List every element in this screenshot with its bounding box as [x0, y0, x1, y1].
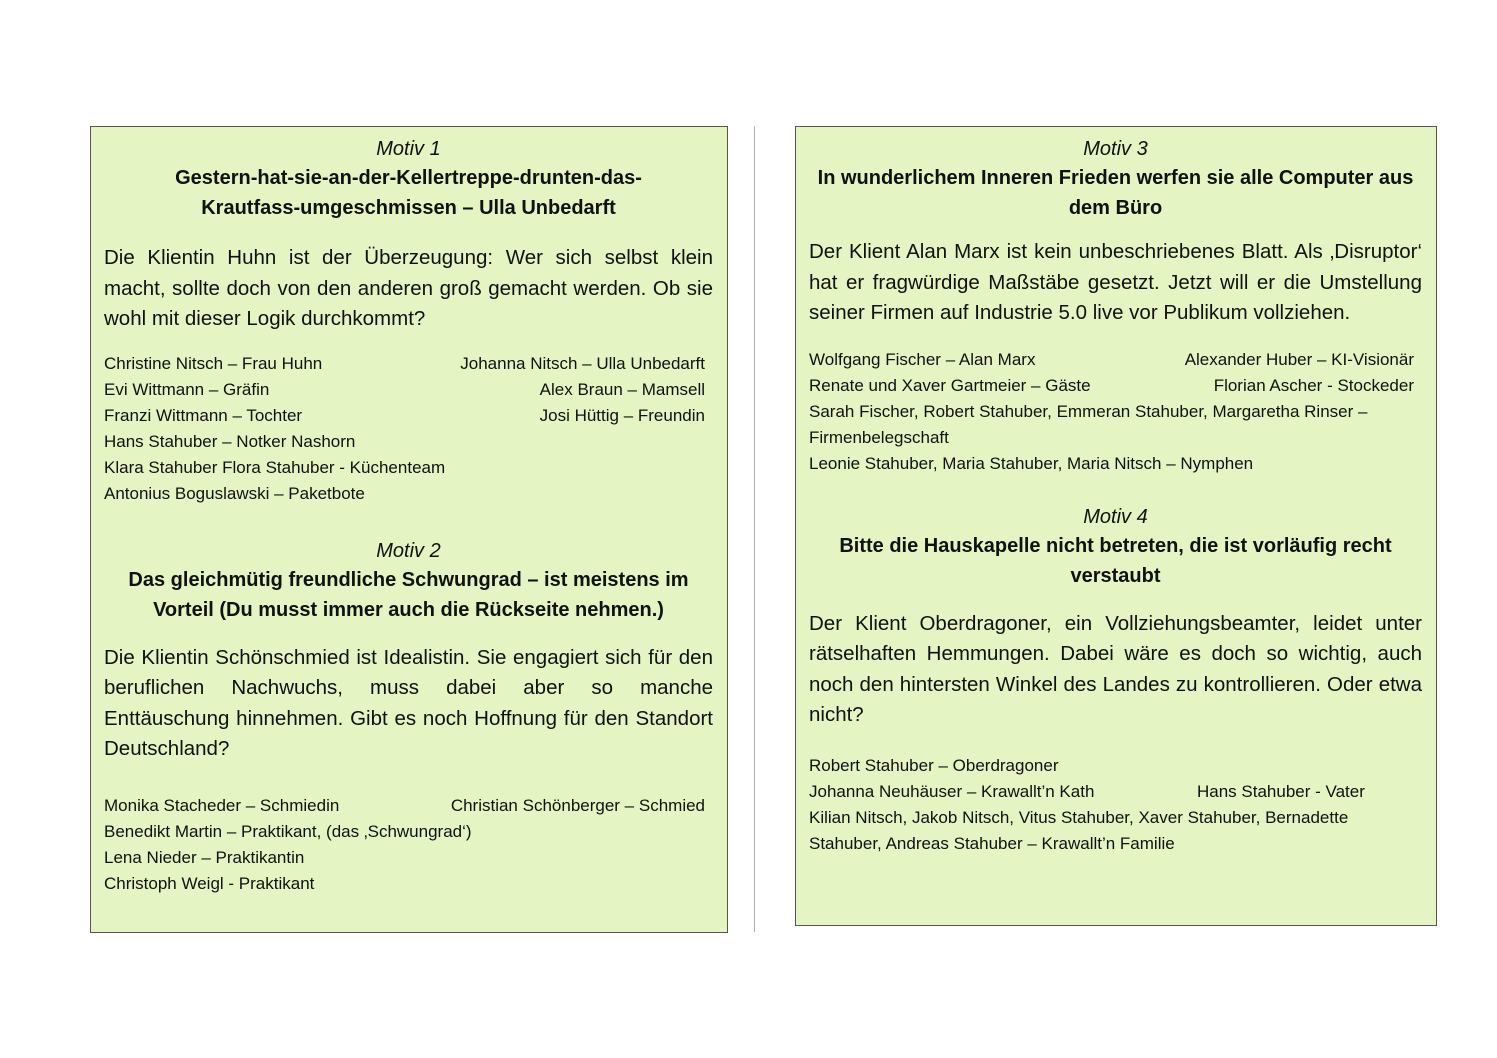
- cast-row: Robert Stahuber – Oberdragoner: [809, 755, 1059, 775]
- motiv-2-description: Die Klientin Schönschmied ist Idealistin. Sie engagiert sich für den beruflichen Nachwuchs, muss dabei aber so manche Enttäuschung hinnehmen. Gibt es noch Hoffnung für den Standort Deutschland?: [104, 645, 713, 760]
- cast-row: Monika Stacheder – Schmiedin Christian Schönberger – Schmied: [104, 795, 705, 815]
- cast-row: Sarah Fischer, Robert Stahuber, Emmeran Stahuber, Margaretha Rinser – Firmenbelegschaft: [809, 401, 1368, 447]
- cast-row: Renate und Xaver Gartmeier – Gäste Florian Ascher - Stockeder: [809, 375, 1414, 395]
- motiv-2-label: Motiv 2: [376, 539, 441, 562]
- cast-row: Johanna Neuhäuser – Krawallt’n Kath Hans Stahuber - Vater: [809, 781, 1365, 801]
- cast-row: Benedikt Martin – Praktikant, (das ‚Schwungrad‘): [104, 821, 472, 841]
- motiv-3-title: In wunderlichem Inneren Frieden werfen sie alle Computer aus dem Büro: [817, 167, 1414, 219]
- right-panel: [795, 126, 1437, 926]
- cast-row: Leonie Stahuber, Maria Stahuber, Maria Nitsch – Nymphen: [809, 453, 1254, 473]
- cast-row: Evi Wittmann – Gräfin Alex Braun – Mamsell: [104, 379, 705, 399]
- cast-row: Lena Nieder – Praktikantin: [104, 847, 305, 867]
- column-divider: [754, 126, 755, 932]
- motiv-3-label: Motiv 3: [1083, 138, 1148, 160]
- cast-row: Wolfgang Fischer – Alan Marx Alexander Huber – KI-Visionär: [809, 349, 1414, 369]
- cast-row: Antonius Boguslawski – Paketbote: [104, 483, 365, 503]
- motiv-1-label: Motiv 1: [376, 138, 441, 160]
- motiv-1-title: Gestern-hat-sie-an-der-Kellertreppe-drunten-das-Krautfass-umgeschmissen – Ulla Unbedarft: [175, 167, 642, 219]
- cast-row: Christoph Weigl - Praktikant: [104, 873, 315, 893]
- motiv-2-title: Das gleichmütig freundliche Schwungrad – ist meistens im Vorteil (Du musst immer auch die Rückseite nehmen.): [128, 568, 689, 621]
- motiv-1-cast: [104, 351, 713, 507]
- motiv-3-description: Der Klient Alan Marx ist kein unbeschriebenes Blatt. Als ‚Disruptor‘ hat er fragwürdige Maßstäbe gesetzt. Jetzt will er die Umstellung seiner Firmen auf Industrie 5.0 live vor Publikum vollziehen.: [809, 240, 1422, 324]
- motiv-4-description: Der Klient Oberdragoner, ein Vollziehungsbeamter, leidet unter rätselhaften Hemmungen. Dabei wäre es doch so wichtig, auch noch den hintersten Winkel des Landes zu kontrollieren. Oder etwa nicht?: [809, 611, 1422, 726]
- cast-row: Kilian Nitsch, Jakob Nitsch, Vitus Stahuber, Xaver Stahuber, Bernadette Stahuber, Andreas Stahuber – Krawallt’n Familie: [809, 807, 1349, 853]
- motiv-4-cast: [809, 753, 1422, 857]
- motiv-3-cast: [809, 347, 1422, 477]
- motiv-4-label: Motiv 4: [1083, 505, 1148, 528]
- cast-row: Franzi Wittmann – Tochter Josi Hüttig – Freundin: [104, 405, 705, 425]
- motiv-1-description: Die Klientin Huhn ist der Überzeugung: Wer sich selbst klein macht, sollte doch von den anderen groß gemacht werden. Ob sie wohl mit dieser Logik durchkommt?: [104, 246, 713, 330]
- cast-row: Christine Nitsch – Frau Huhn Johanna Nitsch – Ulla Unbedarft: [104, 353, 705, 373]
- motiv-2-cast: [104, 793, 713, 897]
- left-panel: [90, 126, 728, 933]
- cast-row: Hans Stahuber – Notker Nashorn: [104, 431, 356, 451]
- motiv-4-title: Bitte die Hauskapelle nicht betreten, die ist vorläufig recht verstaubt: [839, 534, 1392, 587]
- cast-row: Klara Stahuber Flora Stahuber - Küchenteam: [104, 457, 446, 477]
